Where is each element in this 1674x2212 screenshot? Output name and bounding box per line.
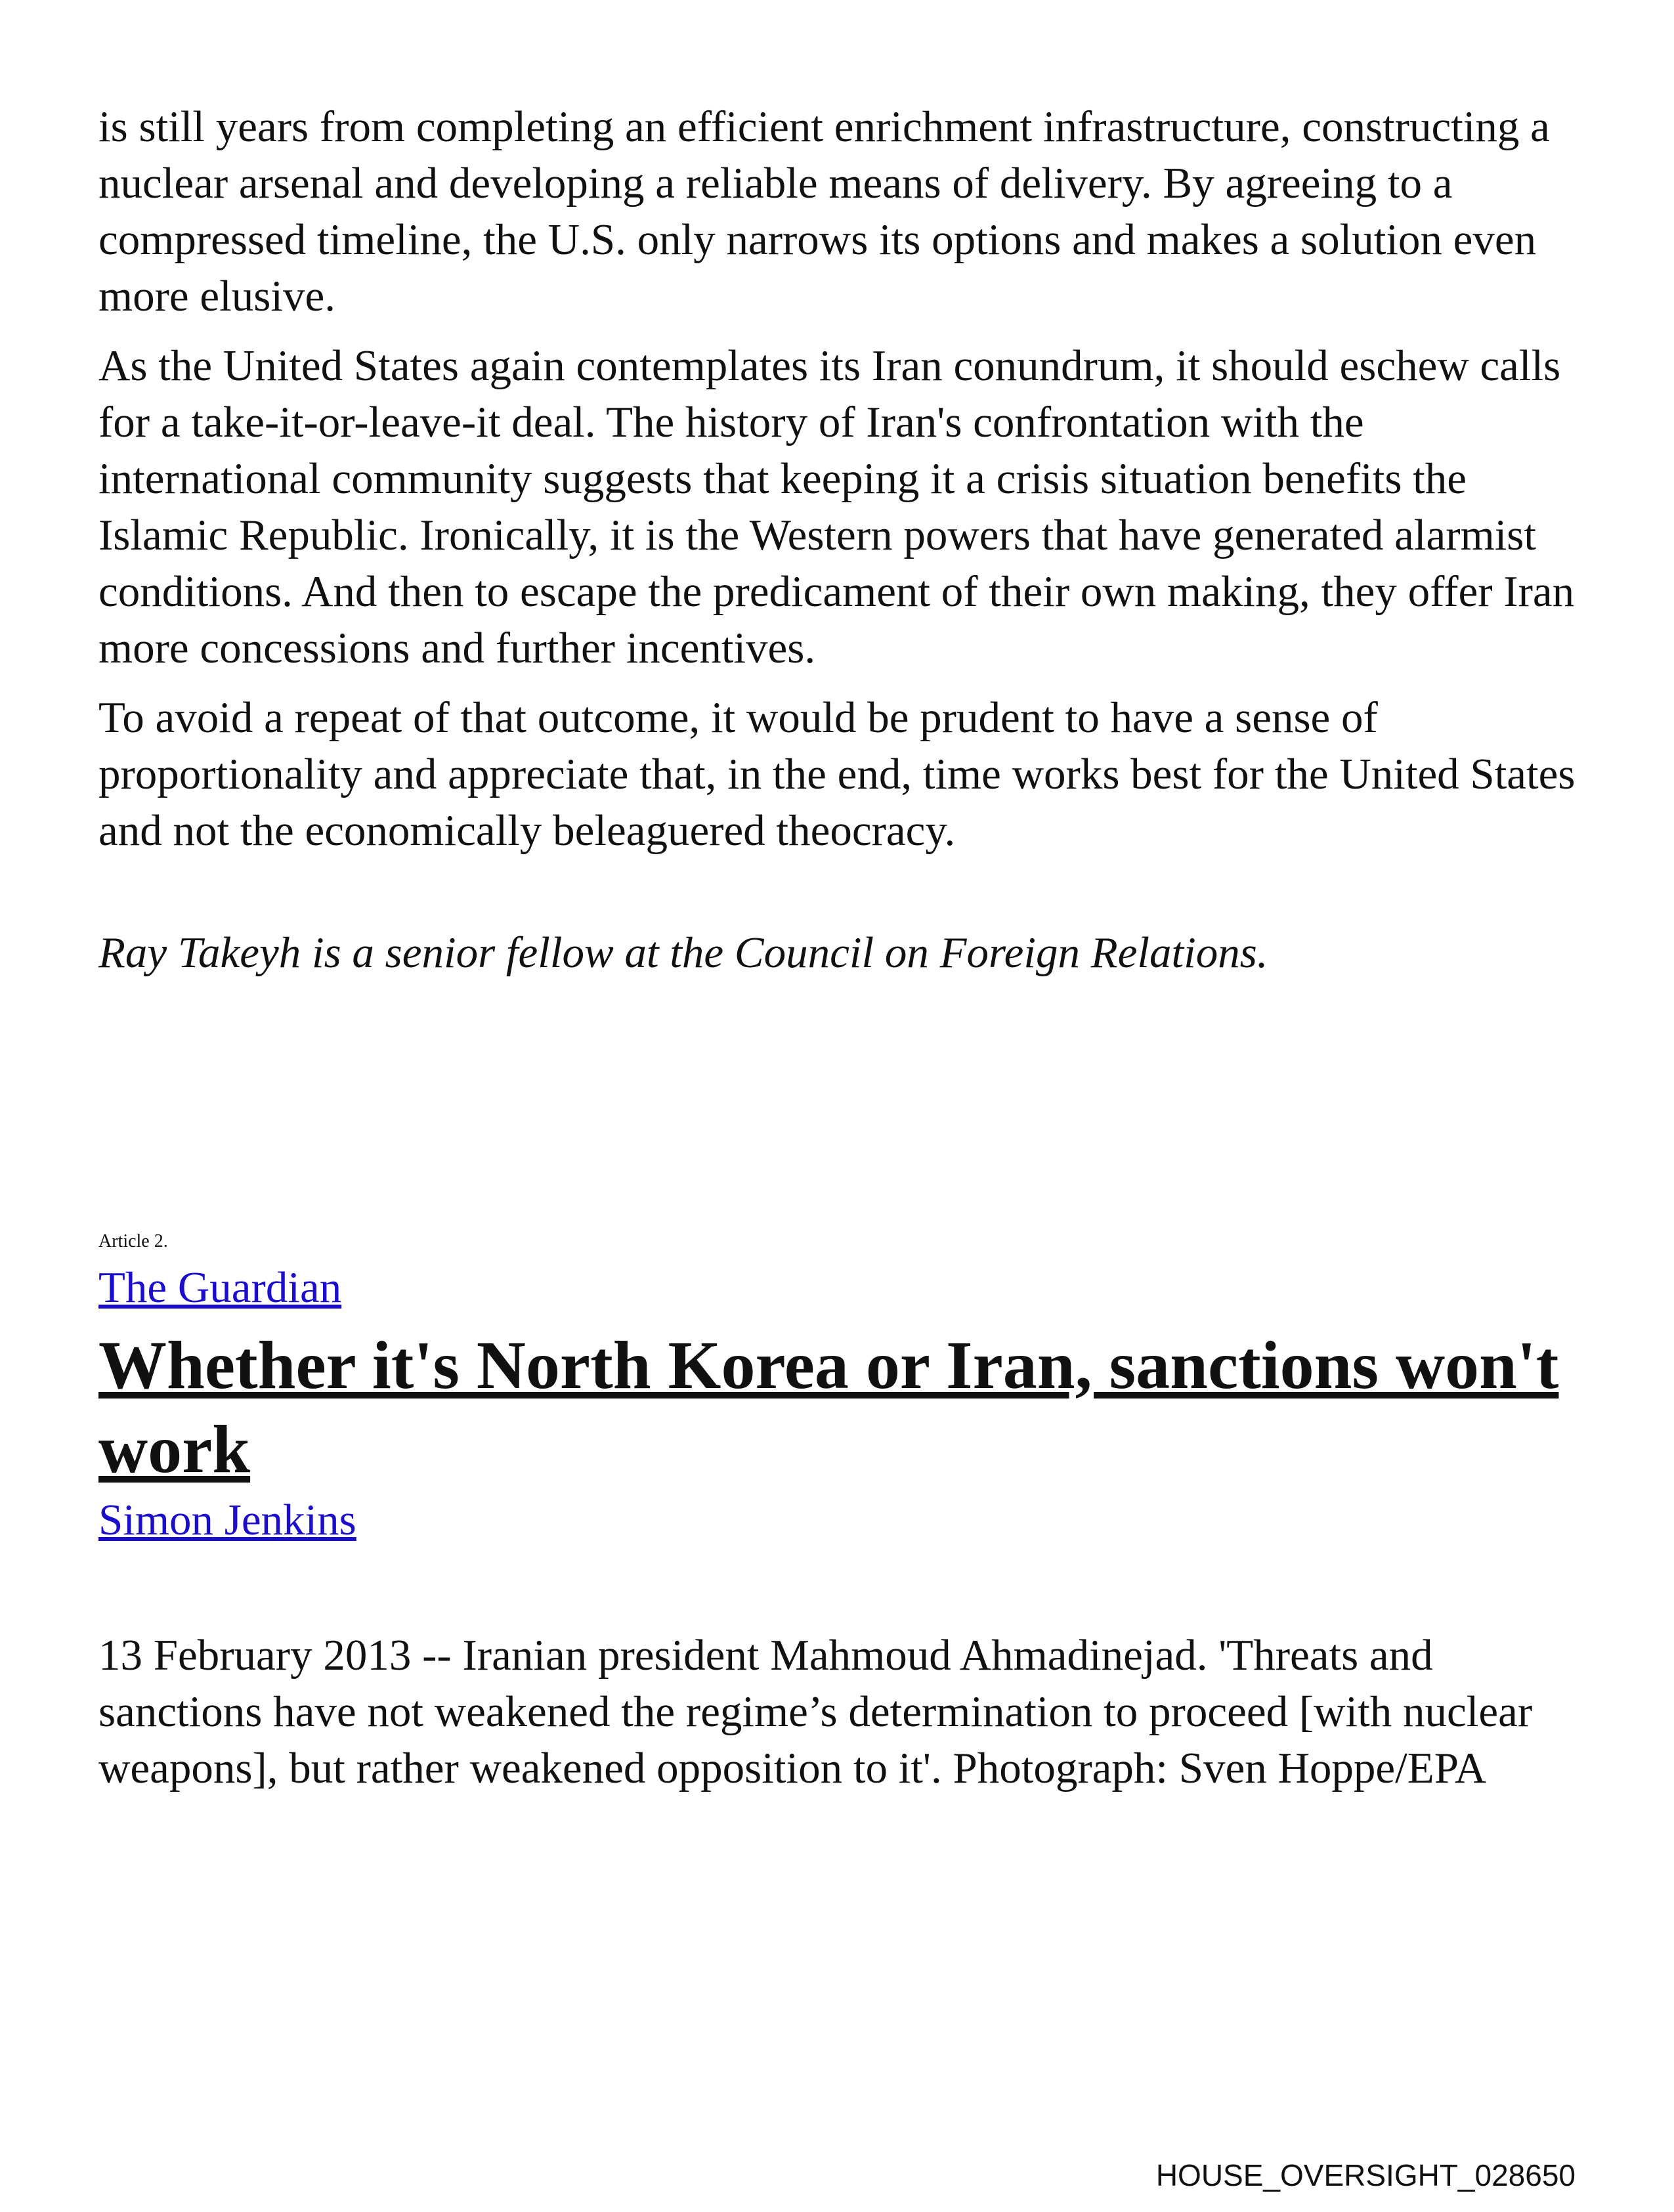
paragraph-2: As the United States again contemplates its Iran conundrum, it should eschew calls for a take-it-or-leave-it deal. The history of Iran's confrontation with the international community suggests that keeping it a crisis situation benefits the Islamic Republic. Ironically, it is the Western powers that have generated alarmist conditions. And then to escape the predicament of their own making, they offer Iran more concessions and further incentives. xyxy=(98,341,1575,672)
photo-caption: 13 February 2013 -- Iranian president Mahmoud Ahmadinejad. 'Threats and sanctions have not weakened the regime’s determination to proceed [with nuclear weapons], but rather weakened opposition to it'. Photograph: Sven Hoppe/EPA xyxy=(98,1631,1533,1792)
paragraph-3: To avoid a repeat of that outcome, it would be prudent to have a sense of proportionality and appreciate that, in the end, time works best for the United States and not the economically beleaguered theocracy. xyxy=(98,693,1576,855)
article-headline: Whether it's North Korea or Iran, sanctions won't work xyxy=(98,1328,1559,1487)
source-link[interactable]: The Guardian xyxy=(98,1263,342,1312)
paragraph-1: is still years from completing an efficient enrichment infrastructure, constructing a nuclear arsenal and developing a reliable means of delivery. By agreeing to a compressed timeline, the U.S. only narrows its options and makes a solution even more elusive. xyxy=(98,102,1550,320)
document-id: HOUSE_OVERSIGHT_028650 xyxy=(1155,2158,1576,2192)
document-page xyxy=(98,98,1582,1796)
author-link[interactable]: Simon Jenkins xyxy=(98,1496,356,1544)
author-note: Ray Takeyh is a senior fellow at the Council on Foreign Relations. xyxy=(98,928,1268,977)
article-label: Article 2. xyxy=(98,1231,168,1251)
